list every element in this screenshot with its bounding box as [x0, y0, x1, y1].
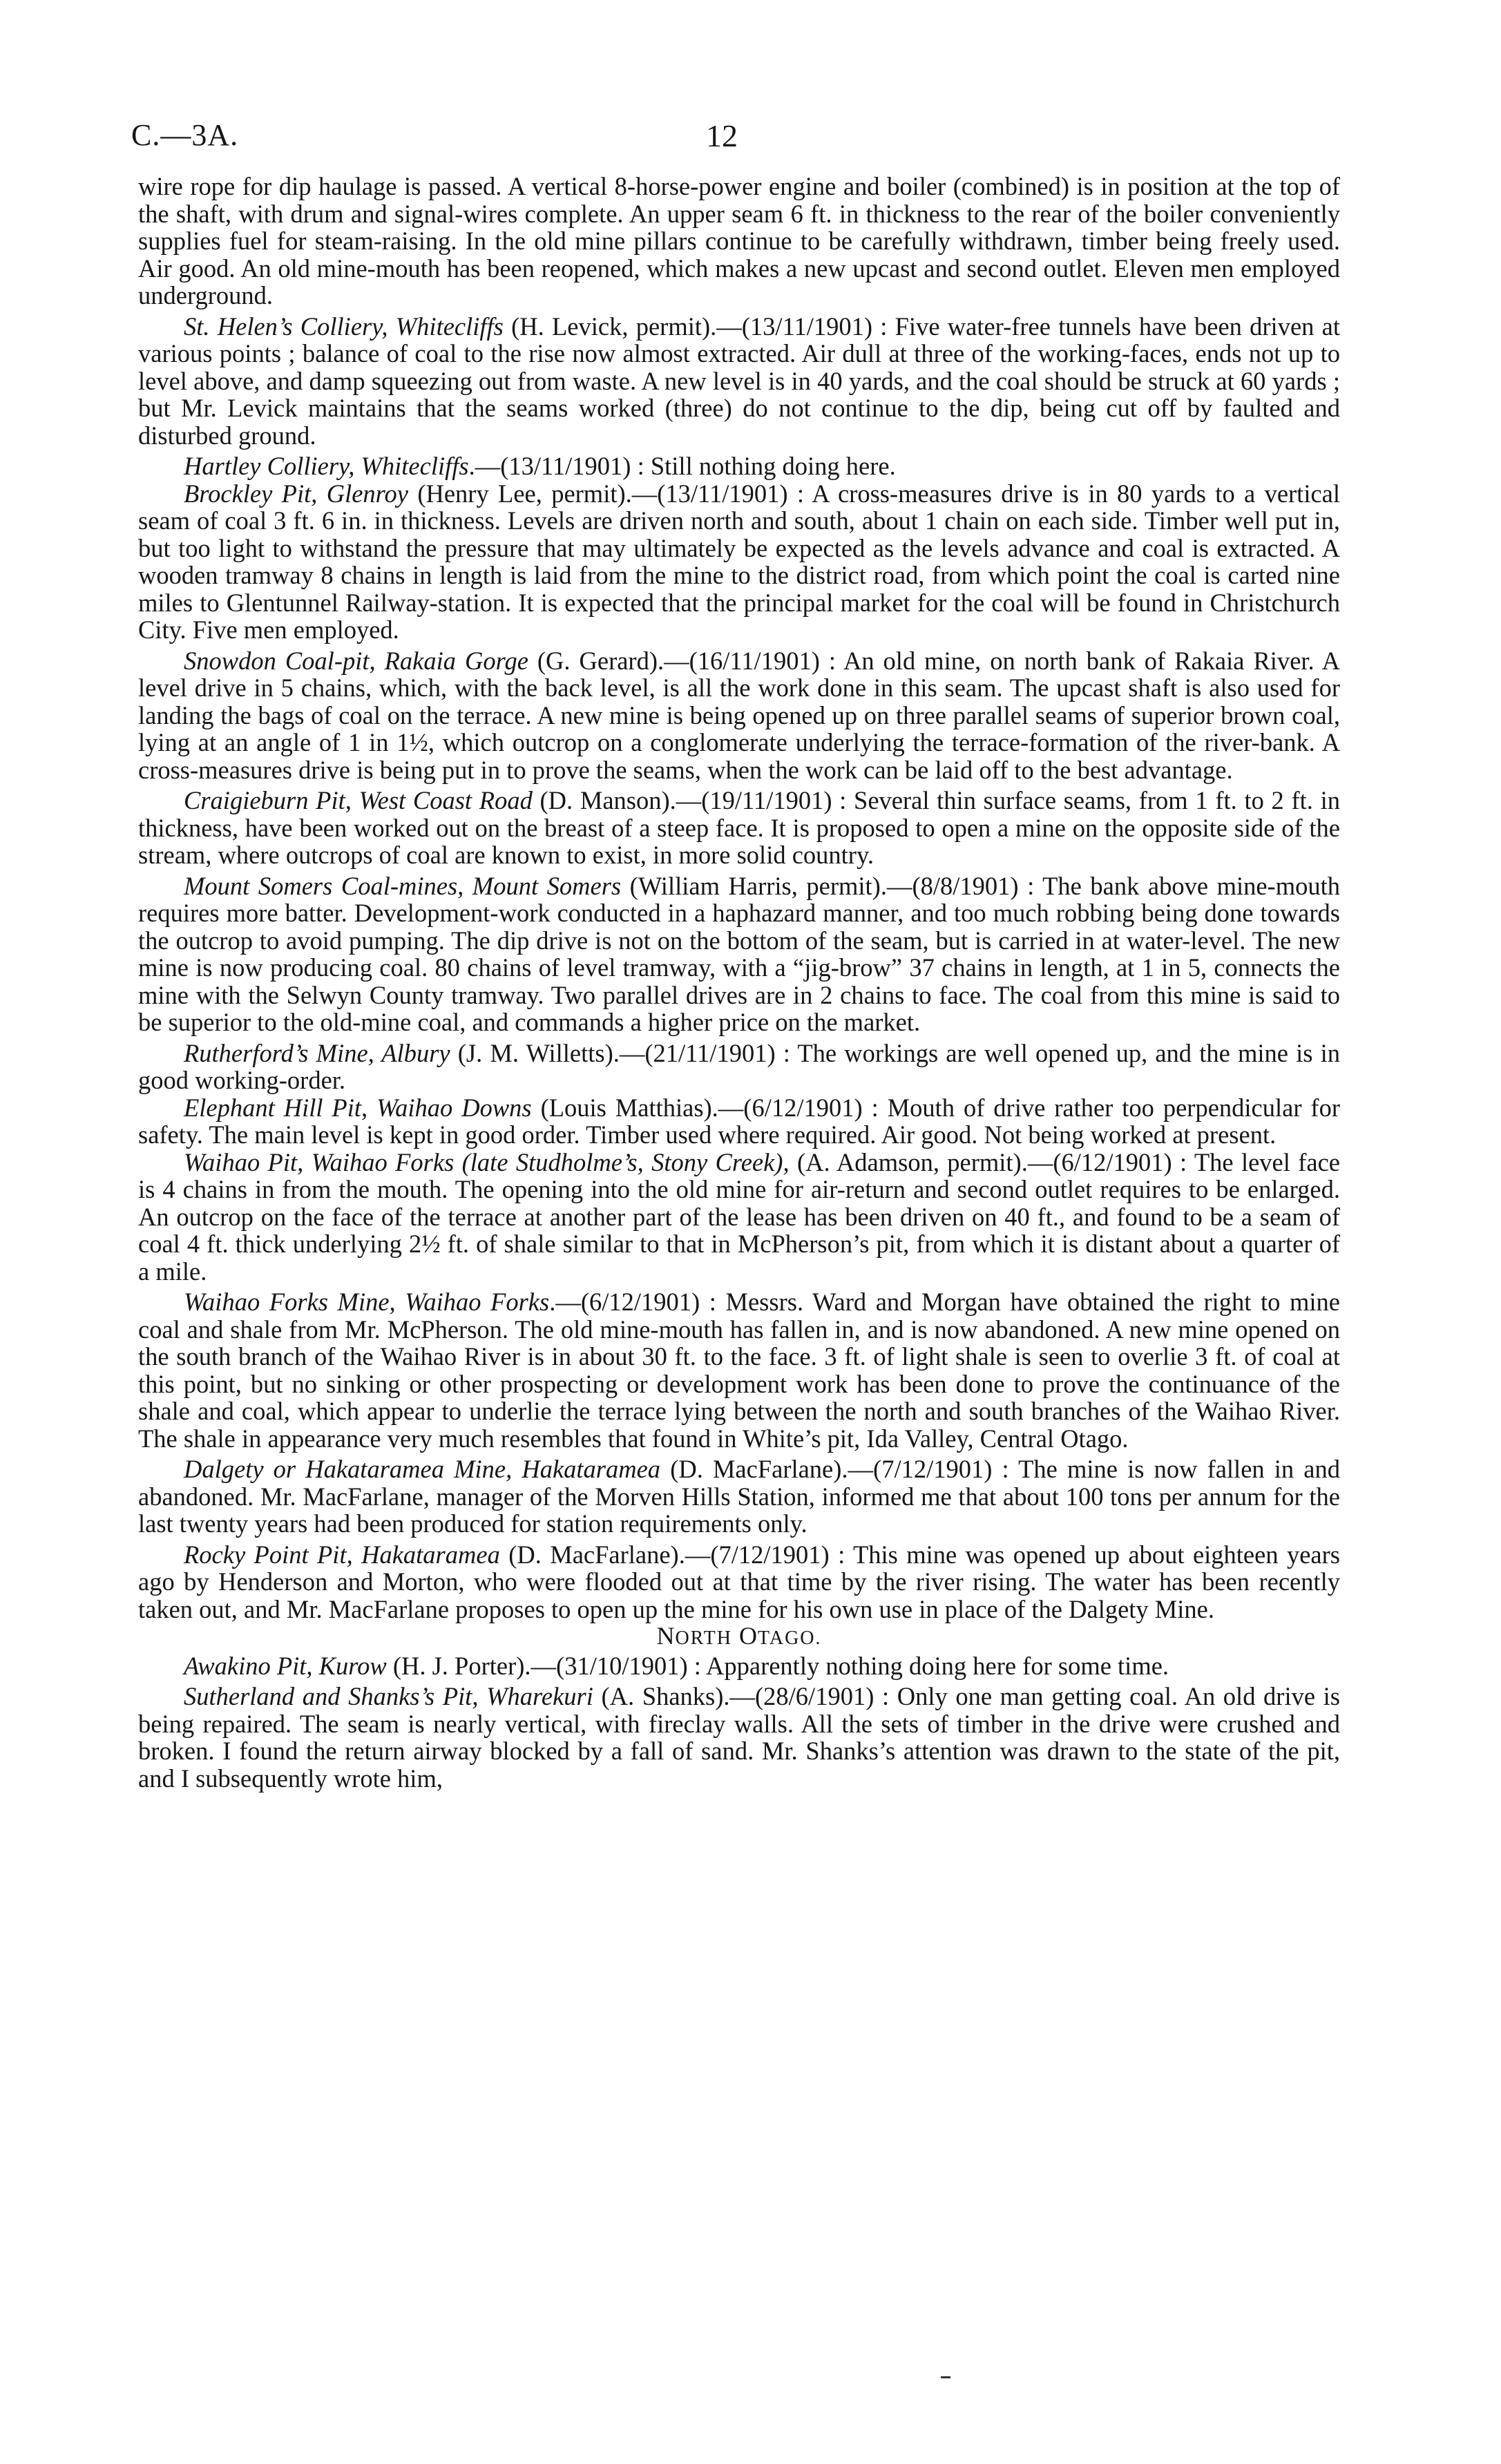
section-heading-north-otago: NORTH OTAGO. — [656, 1622, 822, 1650]
mine-name: Waihao Pit, Waihao Forks (late Studholme’s, Stony Creek), — [184, 1147, 790, 1176]
paragraph-text: (Henry Lee, permit).—(13/11/1901) : A cross-measures drive is in 80 yards to a vertical seam of coal 3 ft. 6 in. in thickness. Levels are driven north and south, about 1 chain on each side. Timber well put in, but too light to withstand the pressure that may ultimately be expected as the levels advance and coal is extracted. A wooden tramway 8 chains in length is laid from the mine to the district road, from which point the coal is carted nine miles to Glentunnel Railway-station. It is expected that the principal market for the coal will be found in Christchurch City. Five men employed. — [138, 479, 1340, 644]
paragraph-text: (William Harris, permit).—(8/8/1901) : The bank above mine-mouth requires more batter. Development-work conducted in a haphazard manner, and too much robbing being done towards the outcrop to avoid pumping. The dip drive is not on the bottom of the seam, but is carried in at water-level. The new mine is now producing coal. 80 chains of level tramway, with a “jig-brow” 37 chains in length, at 1 in 5, connects the mine with the Selwyn County tramway. Two parallel drives are in 2 chains to face. The coal from this mine is said to be superior to the old-mine coal, and commands a higher price on the market. — [138, 871, 1340, 1036]
page-number: 12 — [706, 118, 738, 153]
paragraph-text: (D. Manson).—(19/11/1901) : Several thin surface seams, from 1 ft. to 2 ft. in thickness, have been worked out on the breast of a steep face. It is proposed to open a mine on the opposite side of the stream, where outcrops of coal are known to exist, in more solid country. — [138, 786, 1340, 869]
mine-name: Rutherford’s Mine, Albury — [184, 1038, 450, 1067]
mine-name: Mount Somers Coal-mines, Mount Somers — [184, 871, 622, 900]
page-header — [111, 117, 1333, 166]
body-text — [138, 173, 1340, 1792]
paragraph-snowdon-coal-pit — [138, 647, 1340, 784]
paragraph-sutherland-shanks-pit — [138, 1683, 1340, 1792]
paragraph-waihao-forks-mine — [138, 1288, 1340, 1452]
paragraph-hartley-colliery — [138, 452, 1340, 480]
mine-name: Rocky Point Pit, Hakataramea — [184, 1540, 500, 1569]
paragraph-text: (D. MacFarlane).—(7/12/1901) : The mine is now fallen in and abandoned. Mr. MacFarlane, manager of the Morven Hills Station, informed me that about 100 tons per annum for the last twenty years had been produced for station requirements only. — [138, 1455, 1341, 1538]
mine-name: Hartley Colliery, Whitecliffs — [184, 452, 469, 480]
mine-name: Snowdon Coal-pit, Rakaia Gorge — [184, 646, 528, 675]
mine-name: Elephant Hill Pit, Waihao Downs — [184, 1093, 532, 1122]
paragraph-rutherfords-mine — [138, 1040, 1340, 1094]
paragraph-text: (H. Levick, permit).—(13/11/1901) : Five water-free tunnels have been driven at various points ; balance of coal to the rise now almost extracted. Air dull at three of the working-faces, ends not up to level above, and damp squeezing out from waste. A new level is in 40 yards, and the coal should be struck at 60 yards ; but Mr. Levick maintains that the seams worked (three) do not continue to the dip, being cut off by faulted and disturbed ground. — [138, 312, 1340, 450]
paragraph-dalgety-mine — [138, 1455, 1340, 1538]
mine-name: Sutherland and Shanks’s Pit, Wharekuri — [184, 1682, 593, 1710]
mine-name: St. Helen’s Colliery, Whitecliffs — [184, 312, 504, 341]
paragraph-text: (J. M. Willetts).—(21/11/1901) : The workings are well opened up, and the mine is in good working-order. — [138, 1038, 1340, 1094]
paragraph-st-helens-colliery — [138, 313, 1340, 450]
paragraph-text: wire rope for dip haulage is passed. A vertical 8-horse-power engine and boiler (combined) is in position at the top of the shaft, with drum and signal-wires complete. An upper seam 6 ft. in thickness to the rear of the boiler conveniently supplies fuel for steam-raising. In the old mine pillars continue to be carefully withdrawn, timber being freely used. Air good. An old mine-mouth has been reopened, which makes a new upcast and second outlet. Eleven men employed underground. — [138, 172, 1340, 309]
mine-name: Craigieburn Pit, West Coast Road — [184, 786, 533, 814]
paragraph-mount-somers — [138, 872, 1340, 1036]
mine-name: Awakino Pit, Kurow — [184, 1651, 387, 1680]
paragraph-rocky-point-pit — [138, 1541, 1340, 1623]
paragraph-text: (D. MacFarlane).—(7/12/1901) : This mine was opened up about eighteen years ago by Henderson and Morton, who were flooded out at that time by the river rising. The water has been recently taken out, and Mr. MacFarlane proposes to open up the mine for his own use in place of the Dalgety Mine. — [138, 1540, 1340, 1623]
paragraph-text: (A. Adamson, permit).—(6/12/1901) : The level face is 4 chains in from the mouth. The opening into the old mine for air-return and second outlet requires to be enlarged. An outcrop on the face of the terrace at another part of the lease has been driven on 40 ft., and found to be a seam of coal 4 ft. thick underlying 2½ ft. of shale similar to that in McPherson’s pit, from which it is distant about a quarter of a mile. — [138, 1147, 1340, 1286]
mine-name: Waihao Forks Mine, Waihao Forks — [184, 1288, 550, 1316]
paragraph-elephant-hill-pit — [138, 1094, 1340, 1149]
paragraph-text: .—(6/12/1901) : Messrs. Ward and Morgan have obtained the right to mine coal and shale from Mr. McPherson. The old mine-mouth has fallen in, and is now abandoned. A new mine opened on the south branch of the Waihao River is in about 30 ft. to the face. 3 ft. of light shale is seen to overlie 3 ft. of coal at this point, but no sinking or other prospecting or development work has been done to prove the continuance of the shale and coal, which appear to underlie the terrace lying between the north and south branches of the Waihao River. The shale in appearance very much resembles that found in White’s pit, Ida Valley, Central Otago. — [138, 1288, 1340, 1453]
paragraph-awakino-pit — [138, 1652, 1340, 1680]
document-reference: C.—3A. — [131, 118, 239, 152]
mine-name: Brockley Pit, Glenroy — [184, 479, 408, 508]
paragraph-craigieburn-pit — [138, 787, 1340, 869]
paragraph-text: (G. Gerard).—(16/11/1901) : An old mine, on north bank of Rakaia River. A level drive in 5 chains, which, with the back level, is all the work done in this seam. The upcast shaft is also used for landing the bags of coal on the terrace. A new mine is being opened up on three parallel seams of superior brown coal, lying at an angle of 1 in 1½, which outcrop on a conglomerate underlying the terrace-formation of the river-bank. A cross-measures drive is being put in to prove the seams, when the work can be laid off to the best advantage. — [138, 646, 1340, 784]
paragraph-waihao-pit — [138, 1149, 1340, 1286]
paragraph-brockley-pit — [138, 480, 1340, 644]
paragraph-text: (A. Shanks).—(28/6/1901) : Only one man getting coal. An old drive is being repaired. The seam is nearly vertical, with fireclay walls. All the sets of timber in the drive were crushed and broken. I found the return airway blocked by a fall of sand. Mr. Shanks’s attention was drawn to the state of the pit, and I subsequently wrote him, — [138, 1682, 1341, 1793]
footer-mark — [941, 2376, 950, 2378]
paragraph-text: (H. J. Porter).—(31/10/1901) : Apparently nothing doing here for some time. — [386, 1651, 1169, 1680]
paragraph-text: .—(13/11/1901) : Still nothing doing here. — [468, 452, 896, 480]
paragraph-continued — [138, 173, 1340, 309]
paragraph-text: (Louis Matthias).—(6/12/1901) : Mouth of drive rather too perpendicular for safety. The main level is kept in good order. Timber used where required. Air good. Not being worked at present. — [138, 1093, 1340, 1149]
mine-name: Dalgety or Hakataramea Mine, Hakataramea — [184, 1455, 661, 1483]
